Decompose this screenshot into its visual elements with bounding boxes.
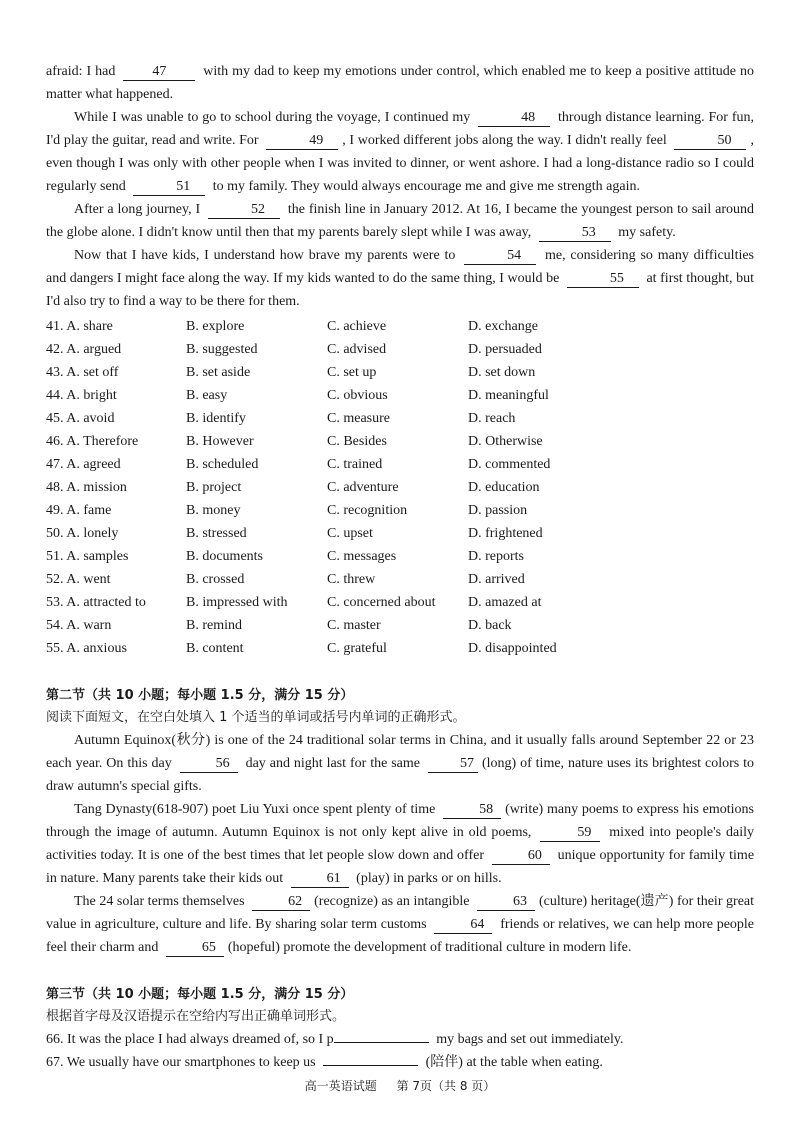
option-choice: D. amazed at — [468, 595, 542, 610]
text: unique opportunity for family time in nature. Many parents take their kids out — [46, 848, 755, 886]
question-66 — [46, 1028, 754, 1051]
blank-65: 65 — [166, 940, 224, 957]
text: 67. We usually have our smartphones to keep us — [46, 1055, 316, 1070]
option-choice: D. arrived — [468, 572, 525, 587]
option-row — [46, 591, 754, 614]
option-choice: B. suggested — [186, 342, 258, 357]
option-choice: C. advised — [327, 342, 387, 357]
option-choice: D. Otherwise — [468, 434, 543, 449]
option-choice: B. content — [186, 641, 244, 656]
text: me, considering so many difficulties and dangers I might face along the way. If my kids wanted to do the same thing, I would be — [46, 248, 755, 286]
blank-55: 55 — [567, 271, 639, 288]
blank-54: 54 — [464, 248, 536, 265]
page-footer — [0, 1077, 800, 1094]
section-2-instruction: 阅读下面短文，在空白处填入 1 个适当的单词或括号内单词的正确形式。 — [46, 710, 466, 725]
text: (recognize) as an intangible — [314, 894, 470, 909]
text: (culture) heritage(遗产) for their great value in agriculture, culture and life. By sharing solar term customs — [46, 894, 755, 932]
option-choice: B. money — [186, 503, 241, 518]
paragraph-4 — [46, 244, 754, 313]
option-row — [46, 407, 754, 430]
answer-blank-66[interactable] — [334, 1042, 429, 1043]
option-choice: B. stressed — [186, 526, 247, 541]
option-row — [46, 614, 754, 637]
option-choice: C. recognition — [327, 503, 408, 518]
option-choice: D. disappointed — [468, 641, 557, 656]
option-choice: 52. A. went — [46, 572, 111, 587]
paragraph-1 — [46, 60, 754, 106]
option-choice: B. However — [186, 434, 254, 449]
blank-51: 51 — [133, 179, 205, 196]
option-choice: C. adventure — [327, 480, 399, 495]
option-row — [46, 545, 754, 568]
blank-58: 58 — [443, 802, 501, 819]
text: my bags and set out immediately. — [436, 1032, 624, 1047]
text: (陪伴) at the table when eating. — [425, 1055, 603, 1070]
answer-blank-67[interactable] — [323, 1065, 418, 1066]
paragraph-2 — [46, 106, 754, 198]
option-choice: 43. A. set off — [46, 365, 119, 380]
option-choice: 51. A. samples — [46, 549, 129, 564]
option-choice: D. back — [468, 618, 512, 633]
s2-paragraph-3 — [46, 890, 754, 959]
option-choice: 47. A. agreed — [46, 457, 121, 472]
option-choice: 44. A. bright — [46, 388, 117, 403]
text: my safety. — [618, 225, 676, 240]
blank-52: 52 — [208, 202, 280, 219]
options-list — [46, 315, 754, 660]
option-choice: 54. A. warn — [46, 618, 112, 633]
option-choice: C. Besides — [327, 434, 387, 449]
blank-64: 64 — [434, 917, 492, 934]
text: , even though I was only with other people when I was invited to dinner, or went ashore. I had a long-distance radio so I could regularly send — [46, 133, 754, 194]
option-choice: D. education — [468, 480, 540, 495]
option-choice: B. identify — [186, 411, 246, 426]
option-choice: D. persuaded — [468, 342, 542, 357]
blank-60: 60 — [492, 848, 550, 865]
option-row — [46, 637, 754, 660]
text: (hopeful) promote the development of traditional culture in modern life. — [227, 940, 632, 955]
option-row — [46, 568, 754, 591]
option-choice: B. impressed with — [186, 595, 288, 610]
option-choice: C. trained — [327, 457, 383, 472]
option-choice: B. explore — [186, 319, 245, 334]
text: afraid: I had — [46, 64, 116, 79]
option-choice: C. grateful — [327, 641, 387, 656]
paragraph-3 — [46, 198, 754, 244]
text: (long) of time, nature uses its brightest colors to draw autumn's special gifts. — [46, 756, 755, 794]
text: day and night last for the same — [245, 756, 420, 771]
text: with my dad to keep my emotions under control, which enabled me to keep a positive attitude no matter what happened. — [46, 64, 754, 102]
option-choice: C. measure — [327, 411, 390, 426]
option-choice: C. upset — [327, 526, 373, 541]
option-choice: B. crossed — [186, 572, 245, 587]
option-choice: B. set aside — [186, 365, 251, 380]
section-2-title: 第二节（共 10 小题；每小题 1.5 分，满分 15 分） — [46, 688, 354, 703]
text: (write) many poems to express his emotions through the image of autumn. Autumn Equinox is not only kept alive in old poems, — [46, 802, 754, 840]
question-67 — [46, 1051, 754, 1074]
option-choice: 45. A. avoid — [46, 411, 115, 426]
option-row — [46, 384, 754, 407]
blank-61: 61 — [291, 871, 349, 888]
text: Now that I have kids, I understand how brave my parents were to — [74, 248, 456, 263]
option-choice: B. remind — [186, 618, 242, 633]
option-row — [46, 476, 754, 499]
option-choice: C. concerned about — [327, 595, 436, 610]
option-choice: C. set up — [327, 365, 377, 380]
option-row — [46, 315, 754, 338]
s2-paragraph-1 — [46, 729, 754, 798]
option-row — [46, 499, 754, 522]
option-choice: B. scheduled — [186, 457, 259, 472]
text: After a long journey, I — [74, 202, 201, 217]
option-row — [46, 522, 754, 545]
option-row — [46, 430, 754, 453]
blank-62: 62 — [252, 894, 310, 911]
footer-subject: 高一英语试题 — [304, 1079, 377, 1093]
text: The 24 solar terms themselves — [74, 894, 245, 909]
blank-53: 53 — [539, 225, 611, 242]
option-choice: 41. A. share — [46, 319, 113, 334]
text: through distance learning. For fun, I'd play the guitar, read and write. For — [46, 110, 755, 148]
option-choice: D. passion — [468, 503, 528, 518]
section-3-title: 第三节（共 10 小题；每小题 1.5 分，满分 15 分） — [46, 987, 354, 1002]
option-row — [46, 361, 754, 384]
option-choice: 55. A. anxious — [46, 641, 127, 656]
text: to my family. They would always encourage me and give me strength again. — [212, 179, 640, 194]
option-choice: C. master — [327, 618, 381, 633]
blank-47: 47 — [123, 64, 195, 81]
option-choice: D. reports — [468, 549, 524, 564]
text: , I worked different jobs along the way. I didn't really feel — [342, 133, 667, 148]
option-choice: D. frightened — [468, 526, 543, 541]
option-choice: C. threw — [327, 572, 376, 587]
option-choice: D. set down — [468, 365, 536, 380]
blank-56: 56 — [180, 756, 238, 773]
blank-59: 59 — [540, 825, 600, 842]
option-choice: 42. A. argued — [46, 342, 122, 357]
text: at first thought, but I'd also try to find a way to be there for them. — [46, 271, 755, 309]
text: friends or relatives, we can help more people feel their charm and — [46, 917, 755, 955]
option-choice: 50. A. lonely — [46, 526, 119, 541]
option-row — [46, 453, 754, 476]
text: 66. It was the place I had always dreamed of, so I p — [46, 1032, 334, 1047]
option-choice: 53. A. attracted to — [46, 595, 146, 610]
option-choice: D. commented — [468, 457, 551, 472]
option-choice: C. messages — [327, 549, 397, 564]
footer-page-number: 第 7页（共 8 页） — [396, 1079, 496, 1093]
blank-50: 50 — [674, 133, 746, 150]
blank-57: 57 — [428, 756, 478, 773]
text: Autumn Equinox(秋分) is one of the 24 traditional solar terms in China, and it usually falls around September 22 or 23 each year. On this day — [46, 733, 754, 771]
option-row — [46, 338, 754, 361]
s2-paragraph-2 — [46, 798, 754, 890]
text: the finish line in January 2012. At 16, I became the youngest person to sail around the globe alone. I didn't know until then that my parents barely slept while I was away, — [46, 202, 755, 240]
text: While I was unable to go to school during the voyage, I continued my — [74, 110, 471, 125]
section-3-instruction: 根据首字母及汉语提示在空给内写出正确单词形式。 — [46, 1009, 346, 1024]
option-choice: 49. A. fame — [46, 503, 112, 518]
blank-63: 63 — [477, 894, 535, 911]
option-choice: D. reach — [468, 411, 516, 426]
option-choice: D. exchange — [468, 319, 538, 334]
option-choice: C. obvious — [327, 388, 388, 403]
option-choice: C. achieve — [327, 319, 387, 334]
option-choice: 46. A. Therefore — [46, 434, 139, 449]
option-choice: B. easy — [186, 388, 228, 403]
option-choice: B. project — [186, 480, 242, 495]
option-choice: 48. A. mission — [46, 480, 127, 495]
text: (play) in parks or on hills. — [356, 871, 502, 886]
text: Tang Dynasty(618-907) poet Liu Yuxi once spent plenty of time — [74, 802, 436, 817]
exam-page — [46, 60, 754, 1074]
option-choice: B. documents — [186, 549, 263, 564]
blank-49: 49 — [266, 133, 338, 150]
option-choice: D. meaningful — [468, 388, 549, 403]
text: mixed into people's daily activities today. It is one of the best times that let people slow down and offer — [46, 825, 755, 863]
blank-48: 48 — [478, 110, 550, 127]
